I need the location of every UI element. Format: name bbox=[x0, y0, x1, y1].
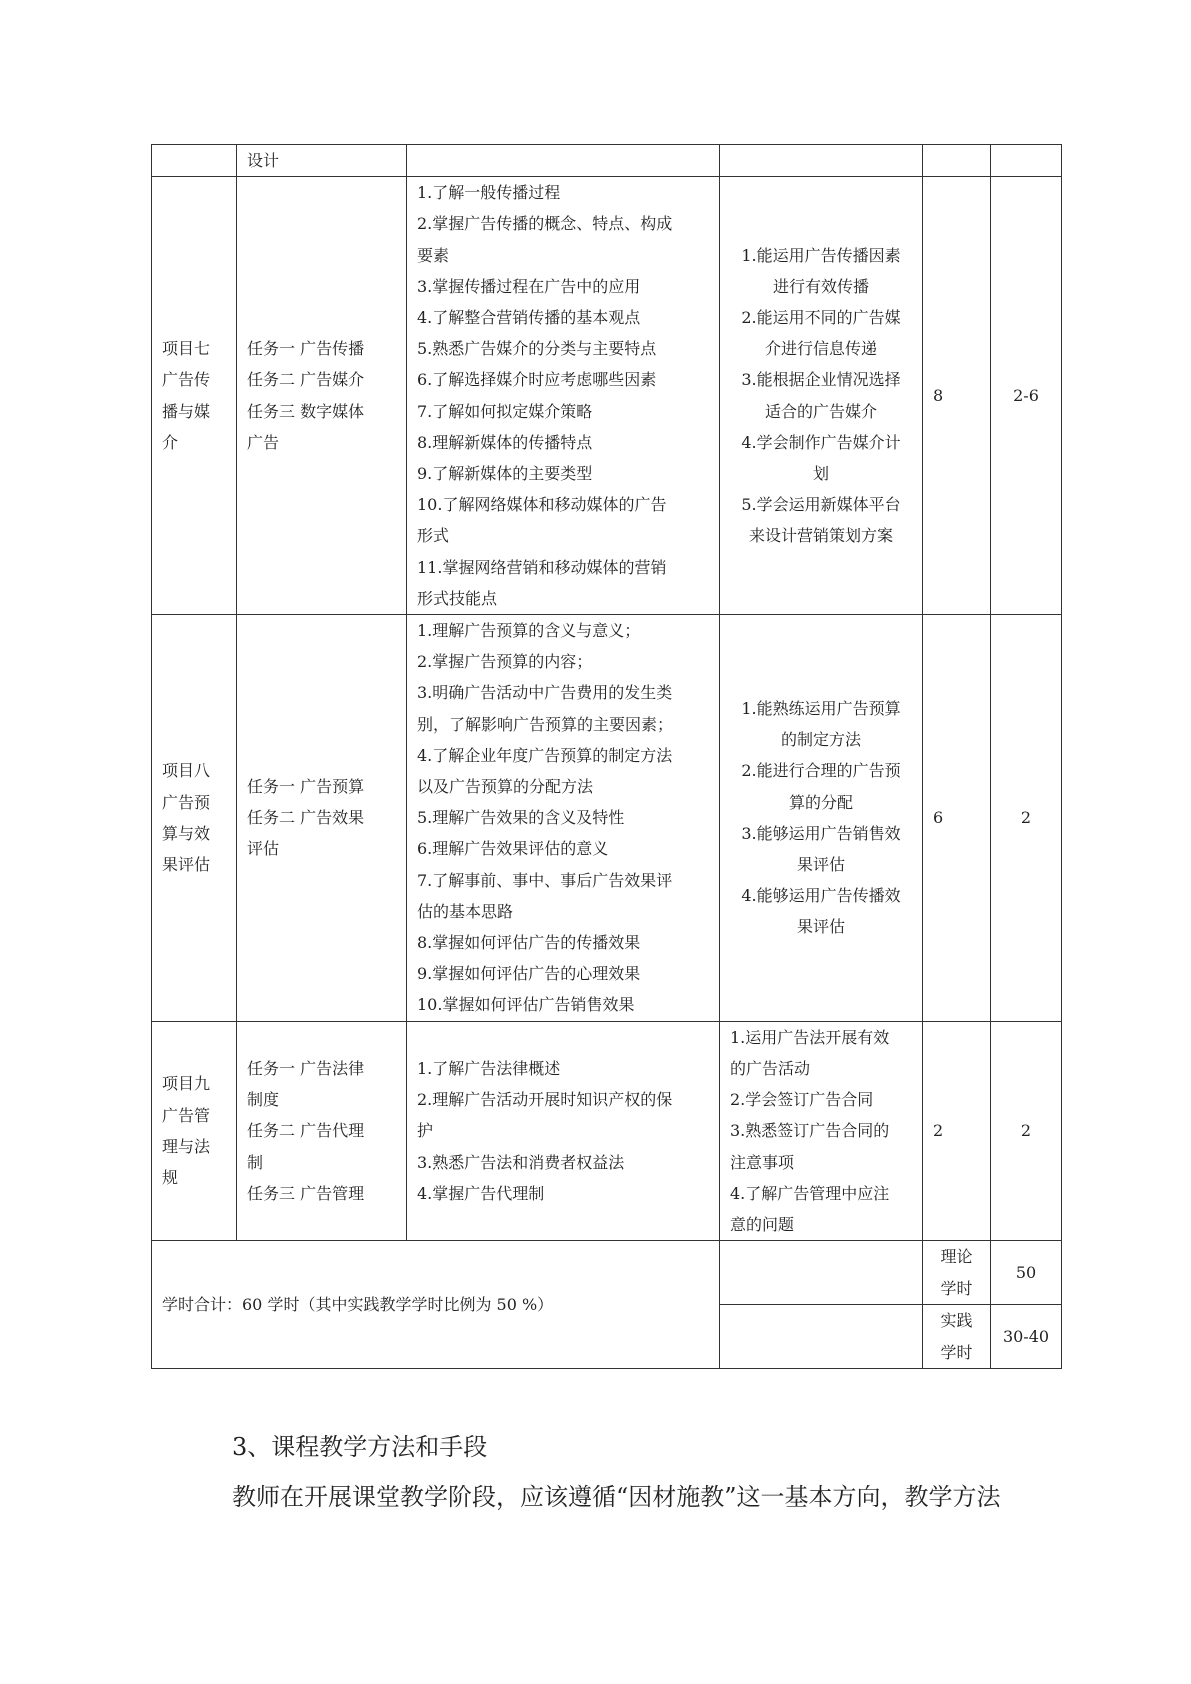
cell-line: 果评估 bbox=[162, 855, 211, 875]
cell-line: 1.能熟练运用广告预算 bbox=[741, 699, 901, 719]
practice-label-cell bbox=[923, 1305, 991, 1369]
cell-line: 适合的广告媒介 bbox=[764, 401, 877, 421]
cell-line: 2.能进行合理的广告预 bbox=[741, 761, 901, 781]
cell-line: 4.掌握广告代理制 bbox=[417, 1183, 545, 1203]
theory-hours-cell: 6 bbox=[923, 615, 991, 1022]
section-heading: 3、课程教学方法和手段 bbox=[232, 1433, 488, 1461]
cell-line: 任务三 广告管理 bbox=[247, 1183, 365, 1203]
cell-line: 的制定方法 bbox=[780, 730, 861, 750]
cell-line: 项目八 bbox=[162, 761, 211, 781]
cell-line: 1.了解一般传播过程 bbox=[417, 183, 561, 203]
cell-line: 广告传 bbox=[162, 370, 211, 390]
cell-line: 果评估 bbox=[796, 855, 845, 875]
theory-hours-cell bbox=[923, 145, 991, 177]
table-row-design bbox=[152, 145, 1062, 177]
ability-cell bbox=[720, 177, 923, 615]
cell-line: 任务三 数字媒体 bbox=[247, 401, 365, 421]
cell-line: 4.了解整合营销传播的基本观点 bbox=[417, 308, 641, 328]
project-cell bbox=[152, 177, 237, 615]
cell-line: 理论 bbox=[940, 1247, 973, 1267]
cell-line: 实践 bbox=[940, 1311, 973, 1331]
table-row-project9 bbox=[152, 1021, 1062, 1240]
cell-line: 任务一 广告传播 bbox=[247, 339, 365, 359]
cell-line: 规 bbox=[162, 1168, 179, 1188]
theory-total-cell: 50 bbox=[991, 1241, 1062, 1305]
cell-line: 5.熟悉广告媒介的分类与主要特点 bbox=[417, 339, 657, 359]
section-paragraph: 教师在开展课堂教学阶段，应该遵循“因材施教”这一基本方向，教学方法 bbox=[232, 1483, 1001, 1511]
practice-hours-cell: 2-6 bbox=[991, 177, 1062, 615]
cell-line: 介进行信息传递 bbox=[764, 339, 877, 359]
ability-cell bbox=[720, 145, 923, 177]
project-cell bbox=[152, 615, 237, 1022]
cell-line: 制 bbox=[247, 1152, 264, 1172]
cell-line: 广告管 bbox=[162, 1105, 211, 1125]
summary-blank-cell bbox=[720, 1241, 923, 1305]
cell-line: 2.能运用不同的广告媒 bbox=[741, 308, 901, 328]
cell-line: 8.理解新媒体的传播特点 bbox=[417, 432, 593, 452]
theory-label-cell bbox=[923, 1241, 991, 1305]
cell-line: 1.理解广告预算的含义与意义； bbox=[417, 621, 641, 641]
cell-line: 形式技能点 bbox=[417, 588, 498, 608]
cell-line: 播与媒 bbox=[162, 401, 211, 421]
cell-line: 以及广告预算的分配方法 bbox=[417, 777, 594, 797]
knowledge-cell bbox=[407, 1021, 720, 1240]
cell-line: 6.了解选择媒介时应考虑哪些因素 bbox=[417, 370, 657, 390]
cell-line: 注意事项 bbox=[730, 1152, 795, 1172]
cell-line: 理与法 bbox=[162, 1136, 211, 1156]
theory-hours-cell: 8 bbox=[923, 177, 991, 615]
practice-hours-cell: 2 bbox=[991, 615, 1062, 1022]
cell-line: 5.学会运用新媒体平台 bbox=[741, 495, 901, 515]
project-cell bbox=[152, 1021, 237, 1240]
cell-line: 2.学会签订广告合同 bbox=[730, 1090, 874, 1110]
cell-line: 果评估 bbox=[796, 917, 845, 937]
cell-line: 7.了解事前、事中、事后广告效果评 bbox=[417, 870, 673, 890]
cell-line: 5.理解广告效果的含义及特性 bbox=[417, 808, 625, 828]
course-content-table bbox=[151, 144, 1062, 1369]
task-cell bbox=[237, 615, 407, 1022]
cell-line: 算的分配 bbox=[788, 792, 853, 812]
cell-line: 估的基本思路 bbox=[417, 901, 514, 921]
cell-line: 学时 bbox=[940, 1342, 973, 1362]
cell-line: 10.掌握如何评估广告销售效果 bbox=[417, 995, 635, 1015]
cell-line: 介 bbox=[162, 432, 179, 452]
cell-line: 3.能够运用广告销售效 bbox=[741, 823, 901, 843]
table-row-project8 bbox=[152, 615, 1062, 1022]
cell-line: 算与效 bbox=[162, 823, 211, 843]
cell-line: 广告 bbox=[247, 432, 280, 452]
cell-line: 6.理解广告效果评估的意义 bbox=[417, 839, 609, 859]
knowledge-cell bbox=[407, 615, 720, 1022]
cell-line: 9.了解新媒体的主要类型 bbox=[417, 464, 593, 484]
cell-line: 3.熟悉签订广告合同的 bbox=[730, 1121, 890, 1141]
practice-hours-cell bbox=[991, 145, 1062, 177]
cell-line: 8.掌握如何评估广告的传播效果 bbox=[417, 933, 641, 953]
cell-line: 要素 bbox=[417, 245, 450, 265]
cell-line: 来设计营销策划方案 bbox=[748, 526, 893, 546]
cell-line: 2.掌握广告预算的内容； bbox=[417, 652, 593, 672]
cell-line: 划 bbox=[812, 464, 829, 484]
task-cell: 设计 bbox=[237, 145, 407, 177]
knowledge-cell bbox=[407, 177, 720, 615]
practice-hours-cell: 2 bbox=[991, 1021, 1062, 1240]
cell-line: 2.理解广告活动开展时知识产权的保 bbox=[417, 1090, 673, 1110]
cell-line: 进行有效传播 bbox=[772, 276, 869, 296]
cell-line: 3.熟悉广告法和消费者权益法 bbox=[417, 1152, 625, 1172]
cell-line: 形式 bbox=[417, 526, 450, 546]
cell-line: 任务一 广告预算 bbox=[247, 777, 365, 797]
cell-line: 9.掌握如何评估广告的心理效果 bbox=[417, 964, 641, 984]
cell-line: 7.了解如何拟定媒介策略 bbox=[417, 401, 593, 421]
task-cell bbox=[237, 177, 407, 615]
cell-line: 4.了解广告管理中应注 bbox=[730, 1183, 890, 1203]
cell-line: 项目九 bbox=[162, 1074, 211, 1094]
summary-blank-cell bbox=[720, 1305, 923, 1369]
cell-line: 任务一 广告法律 bbox=[247, 1058, 365, 1078]
cell-line: 1.运用广告法开展有效 bbox=[730, 1027, 890, 1047]
table-row-project7 bbox=[152, 177, 1062, 615]
cell-line: 1.了解广告法律概述 bbox=[417, 1058, 561, 1078]
cell-line: 任务二 广告媒介 bbox=[247, 370, 365, 390]
ability-cell bbox=[720, 1021, 923, 1240]
theory-hours-cell: 2 bbox=[923, 1021, 991, 1240]
cell-line: 1.能运用广告传播因素 bbox=[741, 245, 901, 265]
cell-line: 3.掌握传播过程在广告中的应用 bbox=[417, 276, 641, 296]
cell-line: 别，了解影响广告预算的主要因素； bbox=[417, 714, 674, 734]
cell-line: 3.能根据企业情况选择 bbox=[741, 370, 901, 390]
cell-line: 10.了解网络媒体和移动媒体的广告 bbox=[417, 495, 667, 515]
cell-line: 意的问题 bbox=[730, 1214, 795, 1234]
total-hours-cell: 学时合计：60 学时（其中实践教学学时比例为 50 %） bbox=[152, 1241, 720, 1369]
cell-line: 任务二 广告效果 bbox=[247, 808, 365, 828]
cell-line: 4.能够运用广告传播效 bbox=[741, 886, 901, 906]
cell-line: 4.学会制作广告媒介计 bbox=[741, 432, 901, 452]
project-cell bbox=[152, 145, 237, 177]
cell-line: 的广告活动 bbox=[730, 1058, 811, 1078]
cell-line: 广告预 bbox=[162, 792, 211, 812]
knowledge-cell bbox=[407, 145, 720, 177]
cell-line: 4.了解企业年度广告预算的制定方法 bbox=[417, 745, 673, 765]
cell-line: 11.掌握网络营销和移动媒体的营销 bbox=[417, 557, 667, 577]
cell-line: 项目七 bbox=[162, 339, 211, 359]
cell-line: 3.明确广告活动中广告费用的发生类 bbox=[417, 683, 673, 703]
cell-line: 评估 bbox=[247, 839, 280, 859]
cell-line: 任务二 广告代理 bbox=[247, 1121, 365, 1141]
cell-line: 制度 bbox=[247, 1090, 280, 1110]
cell-line: 学时 bbox=[940, 1278, 973, 1298]
cell-line: 护 bbox=[417, 1121, 434, 1141]
ability-cell bbox=[720, 615, 923, 1022]
task-cell bbox=[237, 1021, 407, 1240]
cell-line: 2.掌握广告传播的概念、特点、构成 bbox=[417, 214, 673, 234]
summary-row-theory bbox=[152, 1241, 1062, 1305]
practice-total-cell: 30-40 bbox=[991, 1305, 1062, 1369]
